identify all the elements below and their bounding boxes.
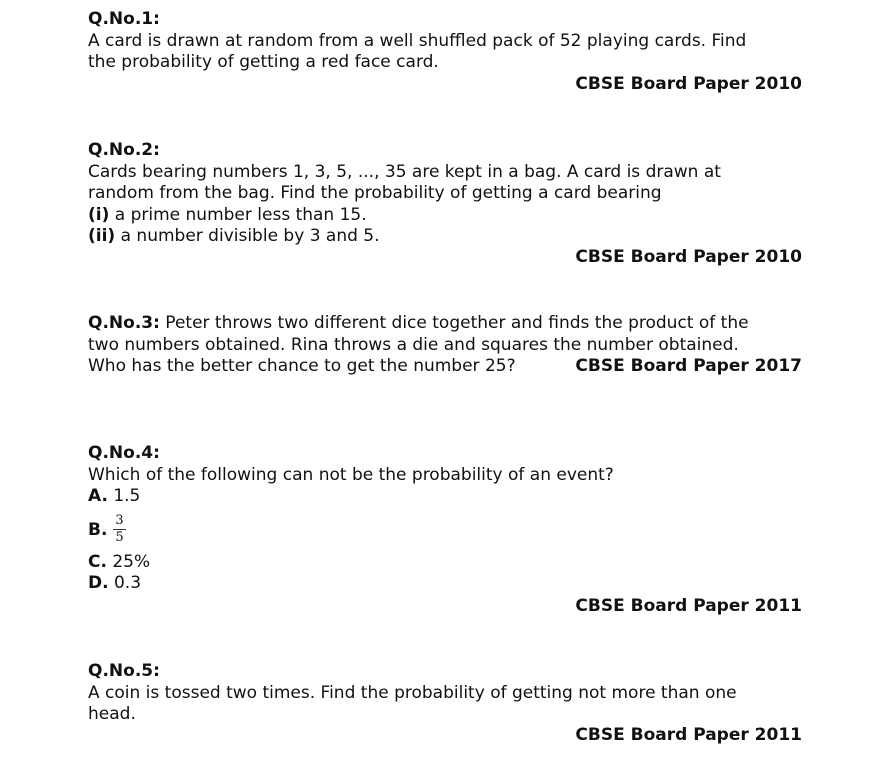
fraction — [113, 514, 125, 545]
option-letter: D. — [88, 573, 109, 593]
question-1 — [88, 9, 808, 74]
option-letter: A. — [88, 486, 108, 506]
question-text-line: Cards bearing numbers 1, 3, 5, ..., 35 are kept in a bag. A card is drawn at — [88, 161, 721, 182]
source-citation: CBSE Board Paper 2017 — [575, 356, 802, 376]
question-part-ii — [88, 226, 808, 248]
part-text: a number divisible by 3 and 5. — [115, 226, 380, 246]
question-label: Q.No.5: — [88, 661, 160, 681]
fraction-denominator: 5 — [115, 530, 124, 545]
question-text-line — [88, 313, 808, 335]
question-text-line: Which of the following can not be the probability of an event? — [88, 464, 614, 485]
option-letter: B. — [88, 519, 108, 540]
question-part-i — [88, 205, 808, 227]
question-5 — [88, 661, 808, 726]
option-d — [88, 573, 808, 595]
option-text: 0.3 — [108, 573, 142, 593]
question-text-line: two numbers obtained. Rina throws a die and squares the number obtained. — [88, 334, 739, 355]
option-a — [88, 486, 808, 508]
question-text: Peter throws two different dice together and finds the product of the — [159, 313, 749, 333]
question-label: Q.No.3: — [88, 313, 160, 333]
question-text-line: random from the bag. Find the probability of getting a card bearing — [88, 183, 662, 203]
option-text: 25% — [106, 551, 151, 572]
part-marker: (ii) — [88, 226, 116, 246]
source-citation: CBSE Board Paper 2010 — [575, 74, 802, 94]
question-text-line: the probability of getting a red face card. — [88, 52, 439, 72]
fraction-numerator: 3 — [115, 513, 124, 528]
question-label: Q.No.2: — [88, 140, 160, 160]
source-citation: CBSE Board Paper 2010 — [575, 247, 802, 267]
option-c — [88, 552, 808, 574]
question-2 — [88, 140, 808, 248]
part-marker: (i) — [88, 204, 110, 225]
part-text: a prime number less than 15. — [109, 204, 367, 225]
option-letter: C. — [88, 551, 107, 572]
question-text-line: A card is drawn at random from a well shuffled pack of 52 playing cards. Find — [88, 30, 747, 51]
question-text-line: head. — [88, 704, 136, 724]
option-b — [88, 508, 808, 552]
option-text: 1.5 — [107, 486, 141, 506]
source-citation: CBSE Board Paper 2011 — [575, 596, 802, 616]
question-label: Q.No.1: — [88, 9, 160, 29]
source-citation: CBSE Board Paper 2011 — [575, 725, 802, 745]
question-label: Q.No.4: — [88, 443, 160, 463]
question-text: Who has the better chance to get the number 25? — [88, 356, 516, 376]
question-text-line: A coin is tossed two times. Find the probability of getting not more than one — [88, 682, 737, 703]
question-4 — [88, 443, 808, 595]
